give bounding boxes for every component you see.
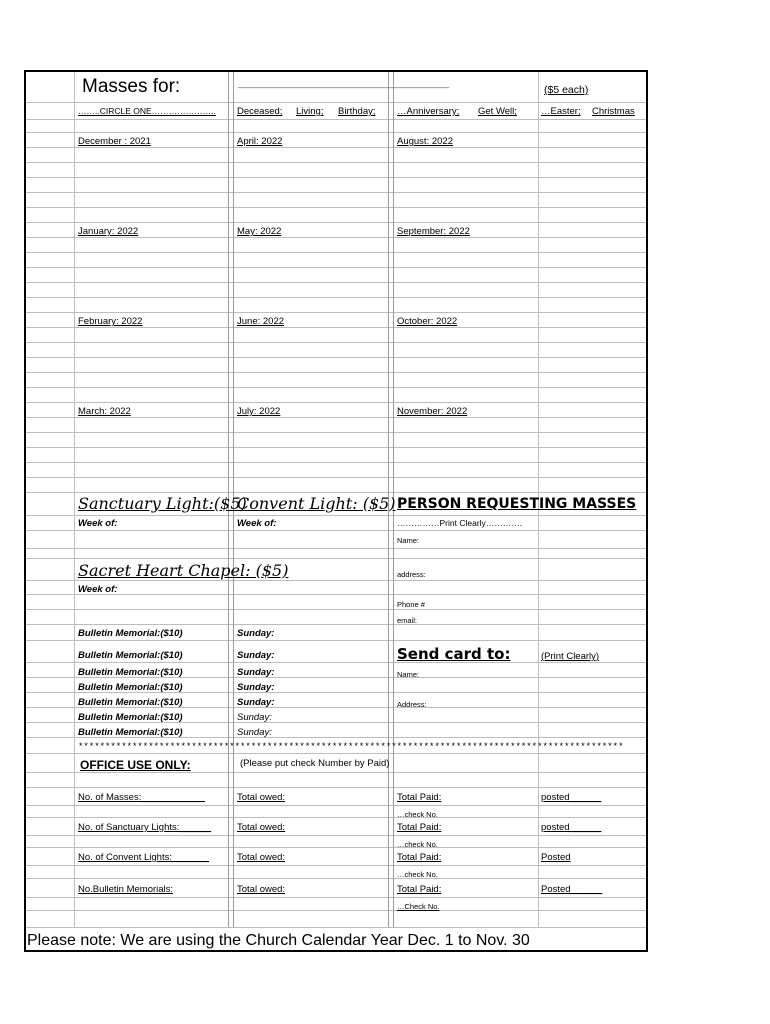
- grid-row-line: [26, 447, 646, 448]
- chapel-heading: Sacret Heart Chapel: ($5): [78, 561, 289, 580]
- month-march: March: 2022: [78, 406, 131, 417]
- convent-week-label: Week of:: [237, 518, 277, 529]
- grid-row-line: [26, 865, 646, 866]
- bulletin-memorial-label: Bulletin Memorial:($10): [78, 727, 183, 738]
- convent-light-heading: Convent Light: ($5): [237, 494, 396, 513]
- name-line[interactable]: ________________________________________: [238, 78, 450, 89]
- office-no-bulletin: No.Bulletin Memorials:: [78, 884, 174, 895]
- month-january: January: 2022: [78, 226, 139, 237]
- grid-row-line: [26, 357, 646, 358]
- grid-row-line: [26, 387, 646, 388]
- grid-row-line: [26, 624, 646, 625]
- grid-row-line: [26, 772, 646, 773]
- requester-print-clearly: ……………Print Clearly………….: [397, 518, 523, 528]
- month-december: December : 2021: [78, 136, 151, 147]
- price-note: ($5 each): [544, 84, 589, 96]
- chapel-week-label: Week of:: [78, 584, 118, 595]
- requester-name-label: Name:: [397, 536, 420, 545]
- calendar-year-note: Please note: We are using the Church Calendar Year Dec. 1 to Nov. 30: [27, 932, 530, 949]
- grid-row-line: [26, 417, 646, 418]
- option-easter[interactable]: …Easter;: [541, 106, 581, 117]
- grid-row-line: [26, 662, 646, 663]
- bulletin-memorial-label: Bulletin Memorial:($10): [78, 682, 183, 693]
- sanctuary-light-heading: Sanctuary Light:($5): [78, 494, 247, 513]
- bulletin-sunday-label: Sunday:: [237, 650, 275, 661]
- month-april: April: 2022: [237, 136, 283, 147]
- grid-row-line: [26, 252, 646, 253]
- office-no-convent: No. of Convent Lights:_______: [78, 852, 209, 863]
- office-posted: Posted______: [541, 884, 603, 895]
- bulletin-sunday-label: Sunday:: [237, 697, 275, 708]
- grid-row-line: [26, 548, 646, 549]
- grid-row-line: [26, 835, 646, 836]
- grid-row-line: [26, 847, 646, 848]
- bulletin-memorial-label: Bulletin Memorial:($10): [78, 697, 183, 708]
- sanctuary-week-label: Week of:: [78, 518, 118, 529]
- grid-row-line: [26, 432, 646, 433]
- grid-row-line: [26, 342, 646, 343]
- month-september: September: 2022: [397, 226, 470, 237]
- grid-row-line: [26, 492, 646, 493]
- grid-row-line: [26, 102, 646, 103]
- grid-row-line: [26, 515, 646, 516]
- grid-row-line: [26, 402, 646, 403]
- month-july: July: 2022: [237, 406, 281, 417]
- bulletin-memorial-label: Bulletin Memorial:($10): [78, 628, 183, 639]
- send-card-heading: Send card to:: [397, 645, 511, 663]
- bulletin-memorial-label: Bulletin Memorial:($10): [78, 712, 183, 723]
- circle-one-label: ……..CIRCLE ONE…………………..: [78, 106, 216, 116]
- office-check-no: …check No.: [397, 810, 438, 819]
- office-total-owed: Total owed:: [237, 822, 286, 833]
- office-total-paid: Total Paid:: [397, 852, 442, 863]
- month-november: November: 2022: [397, 406, 468, 417]
- office-no-sanctuary: No. of Sanctuary Lights:______: [78, 822, 212, 833]
- grid-row-line: [26, 477, 646, 478]
- grid-row-line: [26, 192, 646, 193]
- grid-row-line: [26, 207, 646, 208]
- office-total-owed: Total owed:: [237, 852, 286, 863]
- grid-row-line: [26, 222, 646, 223]
- grid-row-line: [26, 817, 646, 818]
- office-posted: posted______: [541, 792, 602, 803]
- grid-row-line: [26, 878, 646, 879]
- option-deceased[interactable]: Deceased;: [237, 106, 283, 117]
- grid-row-line: [26, 297, 646, 298]
- office-total-paid: Total Paid:: [397, 792, 442, 803]
- grid-row-line: [26, 530, 646, 531]
- office-total-owed: Total owed:: [237, 884, 286, 895]
- office-posted: posted______: [541, 822, 602, 833]
- check-number-note: (Please put check Number by Paid): [240, 758, 390, 769]
- office-total-paid: Total Paid:: [397, 822, 442, 833]
- grid-row-line: [26, 132, 646, 133]
- grid-row-line: [26, 580, 646, 581]
- send-card-print-clearly: (Print Clearly): [541, 651, 600, 662]
- grid-row-line: [26, 753, 646, 754]
- grid-row-line: [26, 609, 646, 610]
- grid-column-line: [74, 72, 75, 927]
- option-get-well[interactable]: Get Well;: [478, 106, 517, 117]
- bulletin-sunday-label: Sunday:: [237, 712, 272, 723]
- grid-row-line: [26, 897, 646, 898]
- option-birthday[interactable]: Birthday;: [338, 106, 376, 117]
- bulletin-sunday-label: Sunday:: [237, 727, 272, 738]
- office-check-no: …Check No.: [397, 902, 440, 911]
- requester-email-label: email:: [397, 616, 418, 625]
- grid-row-line: [26, 910, 646, 911]
- send-card-address-label: Address:: [397, 700, 427, 709]
- office-check-no: …check No.: [397, 840, 438, 849]
- office-total-paid: Total Paid:: [397, 884, 442, 895]
- grid-row-line: [26, 805, 646, 806]
- office-use-heading: OFFICE USE ONLY:: [80, 758, 191, 772]
- grid-row-line: [26, 162, 646, 163]
- bulletin-memorial-label: Bulletin Memorial:($10): [78, 667, 183, 678]
- send-card-name-label: Name:: [397, 670, 420, 679]
- divider-stars: *****************************************************************************************************: [78, 742, 624, 752]
- month-may: May: 2022: [237, 226, 282, 237]
- office-total-owed: Total owed:: [237, 792, 286, 803]
- option-anniversary[interactable]: …Anniversary;: [397, 106, 460, 117]
- option-living[interactable]: Living;: [296, 106, 324, 117]
- form-title: Masses for:: [82, 76, 181, 97]
- grid-row-line: [26, 312, 646, 313]
- grid-row-line: [26, 327, 646, 328]
- grid-row-line: [26, 594, 646, 595]
- month-october: October: 2022: [397, 316, 458, 327]
- bulletin-memorial-label: Bulletin Memorial:($10): [78, 650, 183, 661]
- month-february: February: 2022: [78, 316, 143, 327]
- grid-row-line: [26, 558, 646, 559]
- office-no-masses: No. of Masses:____________: [78, 792, 205, 803]
- bulletin-sunday-label: Sunday:: [237, 682, 275, 693]
- grid-row-line: [26, 462, 646, 463]
- grid-row-line: [26, 119, 646, 120]
- requester-phone-label: Phone #: [397, 600, 425, 609]
- grid-row-line: [26, 237, 646, 238]
- grid-row-line: [26, 282, 646, 283]
- month-june: June: 2022: [237, 316, 285, 327]
- grid-row-line: [26, 147, 646, 148]
- grid-row-line: [26, 787, 646, 788]
- grid-row-line: [26, 177, 646, 178]
- mass-request-form: [24, 70, 648, 952]
- month-august: August: 2022: [397, 136, 453, 147]
- office-check-no: …check No.: [397, 870, 438, 879]
- bulletin-sunday-label: Sunday:: [237, 628, 275, 639]
- requester-address-label: address:: [397, 570, 426, 579]
- person-requesting-heading: PERSON REQUESTING MASSES: [397, 496, 637, 512]
- office-posted: Posted: [541, 852, 571, 863]
- grid-row-line: [26, 927, 646, 928]
- option-christmas[interactable]: Christmas: [592, 106, 635, 117]
- grid-row-line: [26, 640, 646, 641]
- grid-row-line: [26, 267, 646, 268]
- bulletin-sunday-label: Sunday:: [237, 667, 275, 678]
- grid-row-line: [26, 372, 646, 373]
